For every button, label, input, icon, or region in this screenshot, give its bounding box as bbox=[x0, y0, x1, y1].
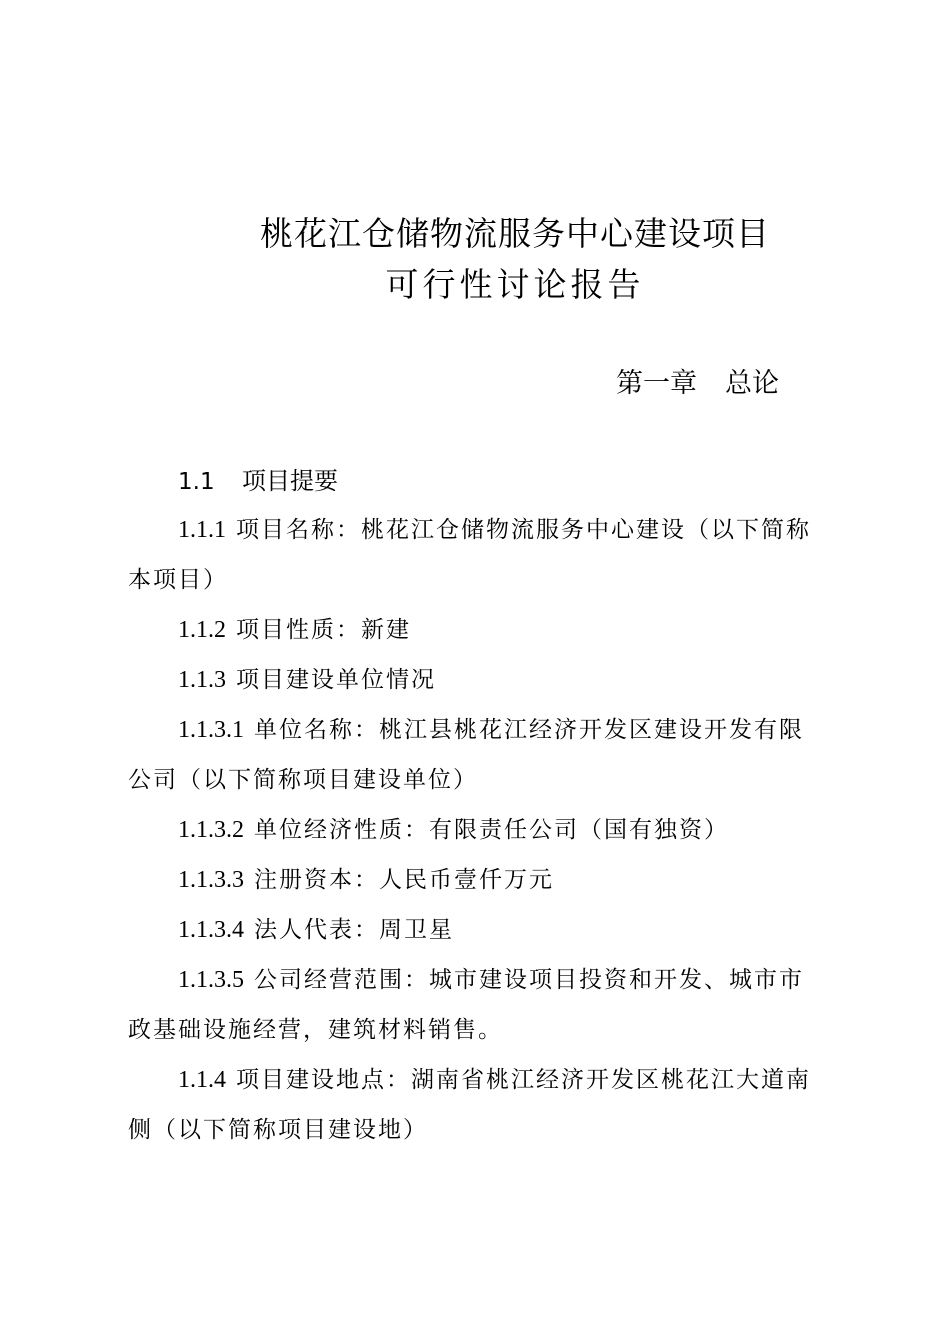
chapter-number: 第一章 bbox=[616, 368, 697, 399]
item-1-1-1 bbox=[178, 511, 811, 544]
item-number: 1.1.3.3 bbox=[178, 867, 244, 893]
chapter-name: 总论 bbox=[725, 368, 779, 399]
section-title: 项目提要 bbox=[242, 467, 338, 495]
document-title-line-1: 桃花江仓储物流服务中心建设项目 bbox=[260, 214, 770, 253]
item-1-1-3-3 bbox=[178, 861, 554, 894]
item-text: 单位名称：桃江县桃花江经济开发区建设开发有限 bbox=[254, 717, 804, 743]
item-number: 1.1.4 bbox=[178, 1067, 226, 1093]
item-1-1-3-4 bbox=[178, 911, 454, 944]
item-1-1-3 bbox=[178, 661, 436, 694]
item-number: 1.1.3.2 bbox=[178, 817, 244, 843]
item-text: 注册资本：人民币壹仟万元 bbox=[254, 867, 554, 893]
item-1-1-3-5-continuation: 政基础设施经营，建筑材料销售。 bbox=[128, 1017, 503, 1043]
item-1-1-3-1-continuation: 公司（以下简称项目建设单位） bbox=[128, 767, 478, 793]
item-number: 1.1.3 bbox=[178, 667, 226, 693]
item-1-1-4 bbox=[178, 1061, 811, 1094]
item-number: 1.1.3.5 bbox=[178, 967, 244, 993]
item-text: 项目性质：新建 bbox=[236, 617, 411, 643]
item-text: 单位经济性质：有限责任公司（国有独资） bbox=[254, 817, 729, 843]
item-1-1-1-continuation: 本项目） bbox=[128, 567, 228, 593]
item-text: 项目建设地点：湖南省桃江经济开发区桃花江大道南 bbox=[236, 1067, 811, 1093]
item-number: 1.1.3.1 bbox=[178, 717, 244, 743]
item-number: 1.1.3.4 bbox=[178, 917, 244, 943]
section-heading bbox=[178, 461, 338, 496]
item-1-1-3-1 bbox=[178, 711, 804, 744]
section-number: 1.1 bbox=[178, 469, 215, 495]
item-text: 公司经营范围：城市建设项目投资和开发、城市市 bbox=[254, 967, 804, 993]
document-title-line-2: 可行性讨论报告 bbox=[385, 265, 645, 304]
item-1-1-3-5 bbox=[178, 961, 804, 994]
item-1-1-3-2 bbox=[178, 811, 729, 844]
item-1-1-2 bbox=[178, 611, 411, 644]
item-text: 法人代表：周卫星 bbox=[254, 917, 454, 943]
item-text: 项目名称：桃花江仓储物流服务中心建设（以下简称 bbox=[236, 517, 811, 543]
item-number: 1.1.1 bbox=[178, 517, 226, 543]
item-number: 1.1.2 bbox=[178, 617, 226, 643]
chapter-heading bbox=[616, 361, 779, 400]
item-1-1-4-continuation: 侧（以下简称项目建设地） bbox=[128, 1117, 428, 1143]
item-text: 项目建设单位情况 bbox=[236, 667, 436, 693]
